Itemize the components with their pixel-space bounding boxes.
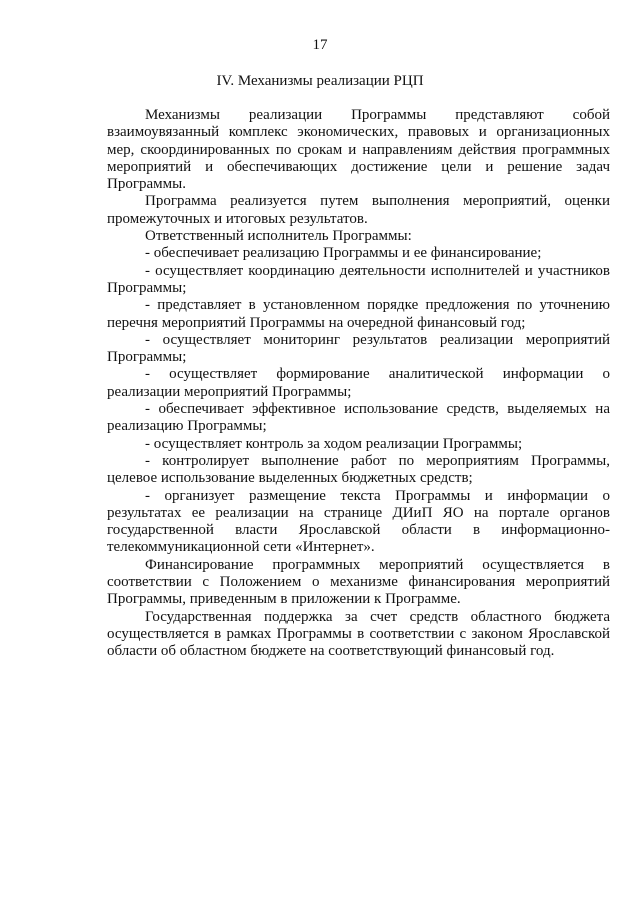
list-item-work-control: - контролирует выполнение работ по мероприятиям Программы, целевое использование выделенных бюджетных средств;	[107, 452, 610, 487]
paragraph-state-support: Государственная поддержка за счет средств областного бюджета осуществляется в рамках Программы в соответствии с законом Ярославской области об областном бюджете на соответствующий финансовый год.	[107, 608, 610, 660]
page-number: 17	[312, 37, 328, 53]
list-item-monitoring: - осуществляет мониторинг результатов реализации мероприятий Программы;	[107, 331, 610, 366]
list-item-efficient-use: - обеспечивает эффективное использование средств, выделяемых на реализацию Программы;	[107, 401, 610, 435]
body-text	[107, 107, 610, 661]
paragraph-responsible-executor: Ответственный исполнитель Программы:	[145, 228, 412, 245]
list-item-proposals: - представляет в установленном порядке предложения по уточнению перечня мероприятий Программы на очередной финансовый год;	[107, 297, 610, 331]
section-title: IV. Механизмы реализации РЦП	[216, 73, 424, 89]
paragraph-program-implementation: Программа реализуется путем выполнения мероприятий, оценки промежуточных и итоговых результатов.	[107, 193, 610, 227]
list-item-control: - осуществляет контроль за ходом реализации Программы;	[145, 435, 523, 452]
list-item-publication: - организует размещение текста Программы и информации о результатах ее реализации на странице ДИиП ЯО на портале органов государственной власти Ярославской области в информационно-телекоммуникационной сети «Интернет».	[107, 487, 610, 556]
list-item-analytics: - осуществляет формирование аналитической информации о реализации мероприятий Программы;	[107, 366, 610, 400]
paragraph-financing-regulation: Финансирование программных мероприятий осуществляется в соответствии с Положением о механизме финансирования мероприятий Программы, приведенным в приложении к Программе.	[107, 556, 610, 608]
list-item-coordination: - осуществляет координацию деятельности исполнителей и участников Программы;	[107, 262, 610, 296]
paragraph-mechanisms-intro: Механизмы реализации Программы представляют собой взаимоувязанный комплекс экономических, правовых и организационных мер, скоординированных по срокам и направлениям действия программных мероприятий и обеспечивающих достижение цели и решение задач Программы.	[107, 107, 610, 193]
list-item-financing: - обеспечивает реализацию Программы и ее финансирование;	[145, 245, 542, 262]
